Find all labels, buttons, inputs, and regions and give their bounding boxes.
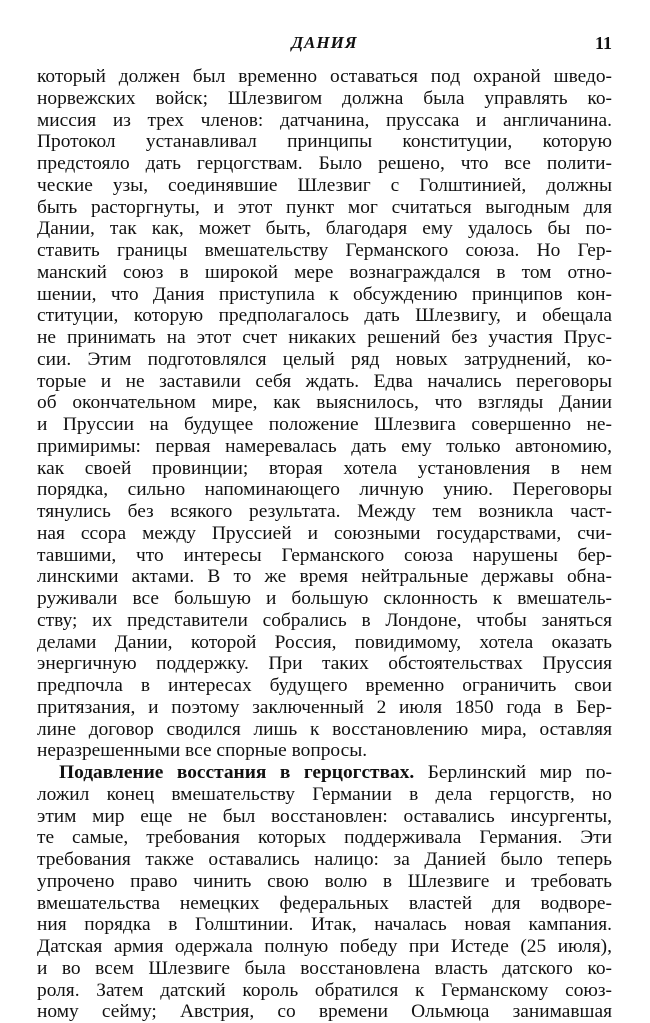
text-body: [37, 66, 612, 1023]
text-line: ческие узы, соединявшие Шлезвиг с Голштинией, должны: [37, 174, 612, 196]
text-line: делами Дании, которой Россия, повидимому, хотела оказать: [37, 631, 612, 653]
text-line: упрочено право чинить свою волю в Шлезвиге и требовать: [37, 870, 612, 892]
text-line: ная ссора между Пруссией и союзными государствами, счи-: [37, 522, 612, 544]
text-line: лине договор сводился лишь к восстановлению мира, оставляя: [37, 718, 612, 740]
text-line: шении, что Дания приступила к обсуждению принципов кон-: [37, 283, 612, 305]
text-line: ставить границы вмешательству Германского союза. Но Гер-: [37, 240, 612, 261]
text-line: энергичную поддержку. При таких обстоятельствах Пруссия: [37, 653, 612, 675]
text-line: притязания, и поэтому заключенный 2 июля 1850 года в Бер-: [37, 696, 612, 718]
section-lead-text: Берлинский мир по-: [414, 762, 612, 783]
text-line: ству; их представители собрались в Лондоне, чтобы заняться: [37, 609, 612, 631]
text-line: норвежских войск; Шлезвигом должна была управлять ко-: [37, 87, 612, 109]
text-line: предстояло дать герцогствам. Было решено, что все полити-: [37, 153, 612, 174]
text-line: ложил конец вмешательству Германии в дела герцогств, но: [37, 783, 612, 805]
text-line: тянулись без всякого результата. Между тем возникла част-: [37, 501, 612, 522]
text-line: сии. Этим подготовлялся целый ряд новых затруднений, ко-: [37, 348, 612, 370]
text-line: и во всем Шлезвиге была восстановлена власть датского ко-: [37, 957, 612, 979]
text-line: ния порядка в Голштинии. Итак, началась новая кампания.: [37, 914, 612, 936]
paragraph-1: [37, 66, 612, 762]
text-line: ституции, которую предполагалось дать Шлезвигу, и обещала: [37, 305, 612, 327]
text-line: роля. Затем датский король обратился к Германскому союз-: [37, 979, 612, 1001]
text-line: неразрешенными все спорные вопросы.: [37, 740, 368, 762]
text-line: не принимать на этот счет никаких решений без участия Прус-: [37, 327, 612, 348]
text-line: об окончательном мире, как выяснилось, что взгляды Дании: [37, 392, 612, 414]
paragraph-2: [37, 762, 612, 1023]
text-line: миссия из трех членов: датчанина, пруссака и англичанина.: [37, 109, 612, 131]
running-title: ДАНИЯ: [291, 33, 358, 52]
text-line: порядка, сильно напоминающего личную унию. Переговоры: [37, 479, 612, 501]
text-line: Протокол устанавливал принципы конституции, которую: [37, 131, 612, 153]
text-line: торые и не заставили себя ждать. Едва начались переговоры: [37, 370, 612, 392]
page-header: [37, 33, 612, 55]
text-line: Дании, так как, может быть, благодаря ему удалось бы по-: [37, 218, 612, 240]
text-line: Датская армия одержала полную победу при Истеде (25 июля),: [37, 936, 612, 957]
text-line: манский союз в широкой мере вознаграждался в том отно-: [37, 261, 612, 283]
text-line: руживали все большую и большую склонность к вмешатель-: [37, 588, 612, 609]
text-line: ному сейму; Австрия, со времени Ольмюца занимавшая: [37, 1001, 612, 1023]
text-line: примиримы: первая намеревалась дать ему только автономию,: [37, 435, 612, 457]
text-line: вмешательства немецких федеральных властей для водворе-: [37, 892, 612, 914]
text-line: как своей провинции; вторая хотела установления в нем: [37, 457, 612, 479]
text-line: предпочла в интересах будущего временно ограничить свои: [37, 675, 612, 696]
text-line: который должен был временно оставаться под охраной шведо-: [37, 66, 612, 87]
page-number: 11: [594, 33, 612, 53]
section-heading: Подавление восстания в герцогствах.: [59, 762, 415, 783]
text-line: этим мир еще не был восстановлен: оставались инсургенты,: [37, 805, 612, 827]
text-line: и Пруссии на будущее положение Шлезвига совершенно не-: [37, 414, 612, 435]
text-line: требования также оставались налицо: за Данией было теперь: [37, 849, 612, 870]
text-line: линскими актами. В то же время нейтральные державы обна-: [37, 566, 612, 588]
text-line: тавшими, что интересы Германского союза нарушены бер-: [37, 544, 612, 566]
text-line: те самые, требования которых поддерживала Германия. Эти: [37, 827, 612, 849]
text-line: быть расторгнуты, и этот пункт мог считаться выгодным для: [37, 196, 612, 218]
text-line: [37, 762, 612, 784]
